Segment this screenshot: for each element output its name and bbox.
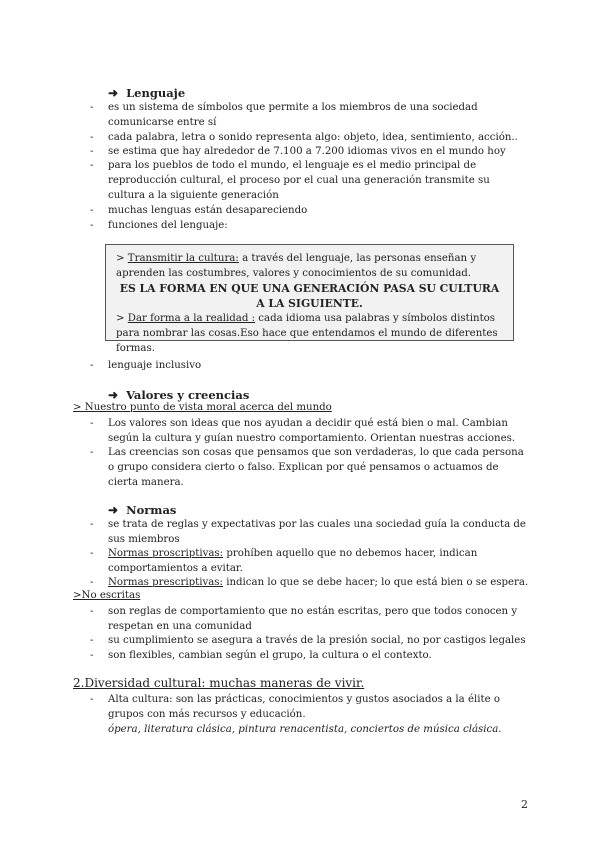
list-item-text: Las creencias son cosas que pensamos que son verdaderas, lo que cada persona o grupo considera cierto o falso. Explican por qué pensamos o actuamos de cierta manera. (108, 447, 524, 488)
list-item: - su cumplimiento se asegura a través de la presión social, no por castigos legales (90, 633, 530, 648)
list-item-text: Alta cultura: son las prácticas, conocimientos y gustos asociados a la élite o grupos con más recursos y educación. (108, 694, 500, 720)
list-item: - Normas proscriptivas: prohíben aquello que no debemos hacer, indican comportamientos a evitar. (90, 548, 478, 574)
list-item: - lenguaje inclusivo (90, 358, 530, 373)
function-label: Transmitir la cultura: (127, 253, 239, 264)
list-item-text: son reglas de comportamiento que no están escritas, pero que todos conocen y respetan en una comunidad (108, 606, 518, 632)
function-dar-forma: > Dar forma a la realidad : cada idioma usa palabras y símbolos distintos para nombrar las cosas.Eso hace que entendamos el mundo de diferentes formas. (116, 313, 498, 354)
emphasis-text: ES LA FORMA EN QUE UNA GENERACIÓN PASA SU CULTURA A LA SIGUIENTE. (119, 282, 500, 310)
list-item: - funciones del lenguaje: (90, 218, 530, 233)
function-text: a través del lenguaje, las personas enseñan y aprenden las costumbres, valores y conocimientos de su comunidad. (116, 253, 477, 279)
list-item: - se estima que hay alrededor de 7.100 a 7.200 idiomas vivos en el mundo hoy (90, 144, 530, 159)
list-item-text: funciones del lenguaje: (108, 220, 228, 231)
list-item: - es un sistema de símbolos que permite a los miembros de una sociedad comunicarse entre sí (90, 100, 530, 130)
arrow-icon: ➜ (108, 86, 119, 100)
valores-heading (108, 388, 249, 402)
function-label: Dar forma a la realidad : (127, 313, 256, 324)
list-item-text: se estima que hay alrededor de 7.100 a 7.200 idiomas vivos en el mundo hoy (108, 146, 506, 157)
lenguaje-heading (108, 86, 185, 100)
list-item: - Normas prescriptivas: indican lo que se debe hacer; lo que está bien o se espera. (90, 577, 529, 588)
list-item-text: Los valores son ideas que nos ayudan a decidir qué está bien o mal. Cambian según la cultura y guían nuestro comportamiento. Orientan nuestras acciones. (108, 418, 516, 444)
list-item: - Los valores son ideas que nos ayudan a decidir qué está bien o mal. Cambian según la cultura y guían nuestro comportamiento. Orientan nuestras acciones. (90, 416, 530, 446)
lenguaje-heading-text: Lenguaje (126, 86, 186, 100)
list-item: - muchas lenguas están desapareciendo (90, 203, 530, 218)
section-title: 2.Diversidad cultural: muchas maneras de vivir. (73, 676, 365, 690)
list-item-text: muchas lenguas están desapareciendo (108, 205, 308, 216)
function-text: cada idioma usa palabras y símbolos distintos para nombrar las cosas.Eso hace que entendamos el mundo de diferentes formas. (116, 313, 498, 354)
functions-box (105, 244, 514, 354)
list-item-text: son flexibles, cambian según el grupo, la cultura o el contexto. (108, 650, 432, 661)
list-item-text: cada palabra, letra o sonido representa algo: objeto, idea, sentimiento, acción.. (108, 132, 518, 143)
list-item: - Las creencias son cosas que pensamos que son verdaderas, lo que cada persona o grupo considera cierto o falso. Explican por qué pensamos o actuamos de cierta manera. (90, 445, 530, 490)
norm-text: indican lo que se debe hacer; lo que está bien o se espera. (222, 577, 529, 588)
norm-text: prohíben aquello que no debemos hacer, indican comportamientos a evitar. (108, 548, 478, 574)
list-item: - son flexibles, cambian según el grupo, la cultura o el contexto. (90, 648, 530, 663)
valores-heading-text: Valores y creencias (126, 388, 250, 402)
valores-subtitle: > Nuestro punto de vista moral acerca del mundo (73, 402, 332, 413)
list-item: - cada palabra, letra o sonido representa algo: objeto, idea, sentimiento, acción.. (90, 130, 530, 145)
list-item: - se trata de reglas y expectativas por las cuales una sociedad guía la conducta de sus miembros (90, 517, 530, 547)
list-item-text: se trata de reglas y expectativas por las cuales una sociedad guía la conducta de sus miembros (108, 519, 526, 545)
list-item: - para los pueblos de todo el mundo, el lenguaje es el medio principal de reproducción cultural, el proceso por el cual una generación transmite su cultura a la siguiente generación (90, 158, 530, 203)
list-item-text: es un sistema de símbolos que permite a los miembros de una sociedad comunicarse entre sí (108, 102, 478, 128)
list-item-text: para los pueblos de todo el mundo, el lenguaje es el medio principal de reproducción cultural, el proceso por el cual una generación transmite su cultura a la siguiente generación (108, 160, 490, 201)
norm-label: Normas proscriptivas: (108, 548, 224, 559)
examples-text: ópera, literatura clásica, pintura renacentista, conciertos de música clásica. (108, 724, 502, 735)
list-item-text: su cumplimiento se asegura a través de la presión social, no por castigos legales (108, 635, 526, 646)
arrow-icon: ➜ (108, 388, 119, 402)
page-number: 2 (521, 798, 528, 811)
arrow-icon: ➜ (108, 503, 119, 517)
normas-heading (108, 503, 176, 517)
list-item: - Alta cultura: son las prácticas, conocimientos y gustos asociados a la élite o grupos con más recursos y educación. ópera, literatura clásica, pintura renacentista, conciertos de música clásica. (90, 694, 502, 735)
normas-heading-text: Normas (126, 503, 177, 517)
norm-label: Normas prescriptivas: (108, 577, 223, 588)
function-transmitir: > Transmitir la cultura: a través del lenguaje, las personas enseñan y aprenden las costumbres, valores y conocimientos de su comunidad. (116, 253, 477, 279)
list-item: - son reglas de comportamiento que no están escritas, pero que todos conocen y respetan en una comunidad (90, 604, 530, 634)
list-item-text: lenguaje inclusivo (108, 360, 202, 371)
no-escritas-subtitle: >No escritas (73, 590, 141, 601)
